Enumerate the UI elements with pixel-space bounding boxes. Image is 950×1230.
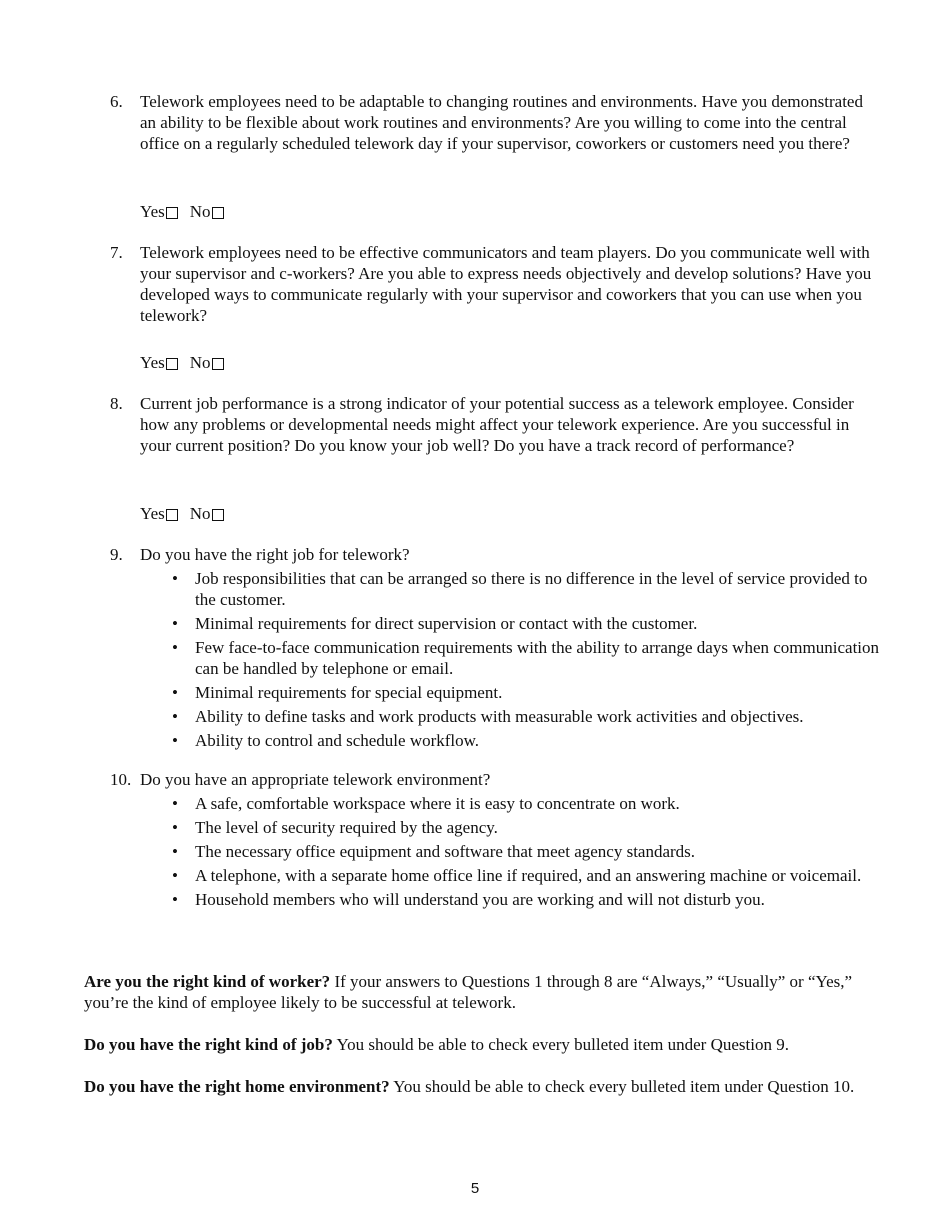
summary-heading: Are you the right kind of worker? <box>84 972 331 991</box>
question-number: 7. <box>110 243 123 262</box>
list-item <box>110 865 880 886</box>
no-label: No <box>189 353 211 372</box>
summary-body: You should be able to check every bulleted item under Question 10. <box>389 1077 855 1096</box>
list-item <box>110 817 880 838</box>
bullet-icon: • <box>172 569 178 588</box>
list-item <box>110 637 880 679</box>
question-number: 10. <box>110 770 132 789</box>
list-item <box>110 706 880 727</box>
question-text: Telework employees need to be effective communicators and team players. Do you communicate well with your supervisor and c-workers? Are you able to express needs objectively and develop solutions? Have you developed ways to communicate regularly with your supervisor and coworkers that you can use when you telework? <box>140 243 872 325</box>
yes-option[interactable] <box>140 352 178 373</box>
list-item <box>110 568 880 610</box>
question-number: 8. <box>110 394 123 413</box>
list-item <box>110 730 880 751</box>
bullet-icon: • <box>172 614 178 633</box>
yes-label: Yes <box>140 202 165 221</box>
list-item-text: A safe, comfortable workspace where it is easy to concentrate on work. <box>195 794 680 813</box>
question-text: Do you have an appropriate telework environment? <box>140 770 491 789</box>
bullet-icon: • <box>172 683 178 702</box>
summary-job <box>84 1034 864 1055</box>
list-item <box>110 841 880 862</box>
question-number: 9. <box>110 545 123 564</box>
bullet-list <box>110 568 880 751</box>
list-item-text: Minimal requirements for direct supervision or contact with the customer. <box>195 614 698 633</box>
no-label: No <box>189 504 211 523</box>
bullet-icon: • <box>172 707 178 726</box>
bullet-icon: • <box>172 731 178 750</box>
list-item-text: Job responsibilities that can be arranged so there is no difference in the level of service provided to the customer. <box>195 569 868 609</box>
bullet-icon: • <box>172 842 178 861</box>
bullet-icon: • <box>172 794 178 813</box>
yes-label: Yes <box>140 504 165 523</box>
page-number: 5 <box>470 1180 480 1197</box>
no-label: No <box>189 202 211 221</box>
summary-heading: Do you have the right kind of job? <box>84 1035 333 1054</box>
question-text: Do you have the right job for telework? <box>140 545 410 564</box>
list-item-text: Household members who will understand you are working and will not disturb you. <box>195 890 765 909</box>
bullet-icon: • <box>172 890 178 909</box>
bullet-icon: • <box>172 818 178 837</box>
summary-worker <box>84 971 864 1013</box>
no-checkbox[interactable] <box>212 207 224 219</box>
yes-no-7 <box>140 352 224 373</box>
list-item-text: The necessary office equipment and software that meet agency standards. <box>195 842 696 861</box>
question-7 <box>110 242 880 326</box>
question-text: Current job performance is a strong indicator of your potential success as a telework employee. Consider how any problems or developmental needs might affect your telework experience. Are you successful in your current position? Do you know your job well? Do you have a track record of performance? <box>140 394 854 455</box>
no-option[interactable] <box>190 503 224 524</box>
no-option[interactable] <box>190 352 224 373</box>
list-item-text: A telephone, with a separate home office line if required, and an answering machine or voicemail. <box>195 866 862 885</box>
no-checkbox[interactable] <box>212 358 224 370</box>
summary-environment <box>84 1076 864 1097</box>
summary-body: If your answers to Questions 1 through 8 are “Always,” “Usually” or “Yes,” you’re the kind of employee likely to be successful at telework. <box>84 972 853 1012</box>
list-item <box>110 793 880 814</box>
question-6 <box>110 91 880 154</box>
yes-option[interactable] <box>140 503 178 524</box>
list-item-text: Few face-to-face communication requirements with the ability to arrange days when communication can be handled by telephone or email. <box>195 638 880 678</box>
summary-body: You should be able to check every bulleted item under Question 9. <box>332 1035 789 1054</box>
yes-checkbox[interactable] <box>166 358 178 370</box>
yes-no-8 <box>140 503 224 524</box>
question-number: 6. <box>110 92 123 111</box>
list-item-text: Ability to control and schedule workflow. <box>195 731 480 750</box>
question-text: Telework employees need to be adaptable to changing routines and environments. Have you demonstrated an ability to be flexible about work routines and environments? Are you willing to come into the central office on a regularly scheduled telework day if your supervisor, coworkers or customers need you there? <box>140 92 863 153</box>
list-item-text: Minimal requirements for special equipment. <box>195 683 503 702</box>
no-option[interactable] <box>190 201 224 222</box>
bullet-list <box>110 793 880 910</box>
question-9 <box>110 544 880 754</box>
bullet-icon: • <box>172 866 178 885</box>
summary-heading: Do you have the right home environment? <box>84 1077 390 1096</box>
yes-no-6 <box>140 201 224 222</box>
yes-option[interactable] <box>140 201 178 222</box>
list-item-text: Ability to define tasks and work products with measurable work activities and objectives. <box>195 707 804 726</box>
list-item <box>110 613 880 634</box>
bullet-icon: • <box>172 638 178 657</box>
list-item <box>110 682 880 703</box>
question-8 <box>110 393 880 456</box>
yes-checkbox[interactable] <box>166 207 178 219</box>
question-10 <box>110 769 880 913</box>
list-item-text: The level of security required by the agency. <box>195 818 498 837</box>
no-checkbox[interactable] <box>212 509 224 521</box>
yes-label: Yes <box>140 353 165 372</box>
yes-checkbox[interactable] <box>166 509 178 521</box>
list-item <box>110 889 880 910</box>
